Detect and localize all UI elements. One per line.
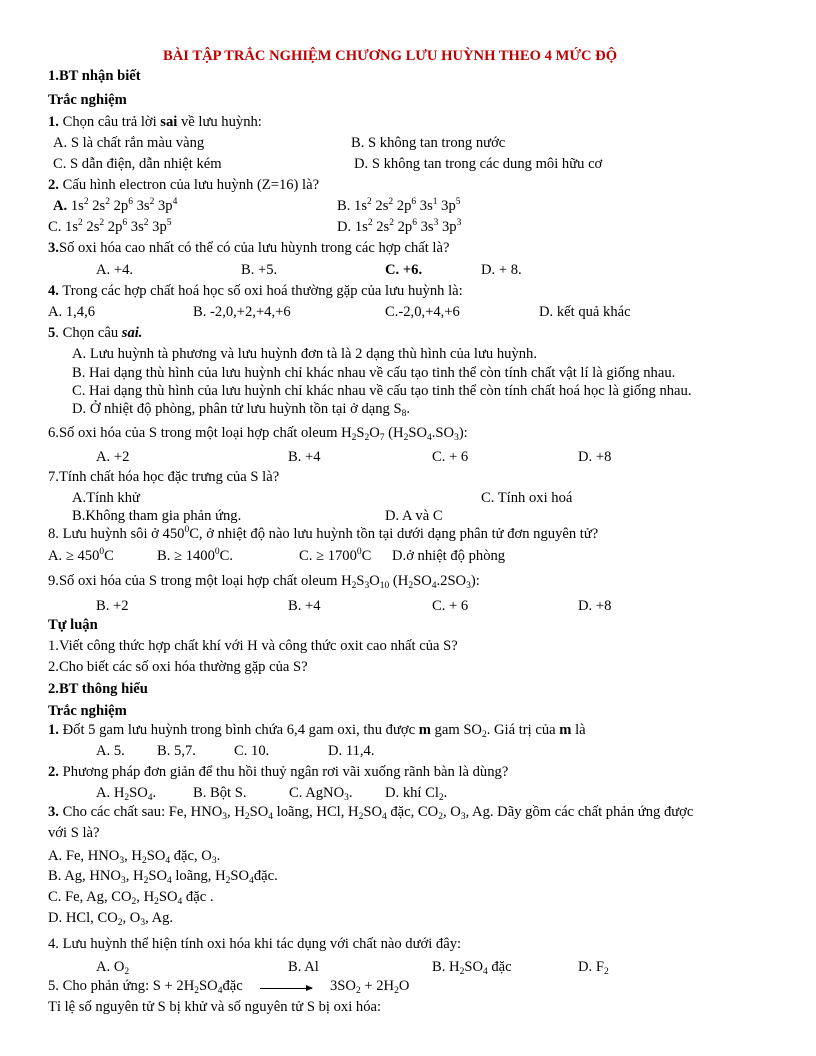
subheading-multiple-choice: Trắc nghiệm: [48, 92, 127, 108]
q9-option-c: C. + 6: [432, 598, 469, 614]
q7-option-a: A.Tính khử: [72, 490, 140, 506]
question-4: 4. Trong các hợp chất hoá học số oxi hoá thường gặp của lưu huỳnh là:: [48, 283, 463, 299]
q9-option-a: B. +2: [96, 598, 129, 614]
comprehension-question-3: 3. Cho các chất sau: Fe, $HNO_3$, $H_2SO_4$ loãng, HCl, $H_2SO_4$ đặc, $CO_2$, $O_3$, Ag. Dãy gồm các chất phản ứng được: [48, 804, 694, 822]
question-3: 3.Số oxi hóa cao nhất có thể có của lưu hùynh trong các hợp chất là?: [48, 240, 450, 256]
q4-option-d: D. kết quả khác: [539, 304, 631, 320]
p1-option-a: A. 5.: [96, 743, 125, 759]
q9-option-b: B. +4: [288, 598, 321, 614]
question-8: 8. Lưu huỳnh sôi ở $450^0C$, ở nhiệt độ nào lưu huỳnh tồn tại dưới dạng phân tử đơn nguyên tử?: [48, 525, 599, 542]
p2-option-d: D. khí $Cl_2$.: [385, 785, 448, 803]
q2-option-d: D. $1s^2$ $2s^2$ $2p^6$ $3s^3$ $3p^3$: [337, 218, 462, 235]
p3-option-c: C. Fe, Ag, $CO_2$, $H_2SO_4$ đặc .: [48, 889, 214, 907]
p3-option-a: A. Fe, $HNO_3$, $H_2SO_4$ đặc, $O_3$.: [48, 848, 221, 866]
reaction-arrow-icon: [260, 988, 312, 989]
p3-option-b: B. Ag, $HNO_3$, $H_2SO_4$ loãng, $H_2SO_4đặc$.: [48, 868, 278, 886]
q9-option-d: D. +8: [578, 598, 612, 614]
q3-option-d: D. + 8.: [481, 262, 522, 278]
q8-option-a: A. ≥ $450^0C$: [48, 547, 114, 564]
reaction-products: $3SO_2 + 2H_2O$: [330, 978, 410, 996]
q3-option-c: C. +6.: [385, 262, 423, 278]
p2-option-c: C. AgNO$_3$.: [289, 785, 353, 803]
essay-question-1: 1.Viết công thức hợp chất khí với H và công thức oxit cao nhất của S?: [48, 638, 458, 654]
q1-option-b: B. S không tan trong nước: [351, 135, 506, 151]
q8-option-b: B. ≥ $1400^0C$.: [157, 547, 234, 564]
p3-option-d: D. HCl, $CO_2$, $O_3$, Ag.: [48, 910, 174, 928]
q3-option-b: B. +5.: [241, 262, 278, 278]
question-2: 2. Cấu hình electron của lưu huỳnh (Z=16) là?: [48, 177, 320, 193]
q2-option-b: B. $1s^2$ $2s^2$ $2p^6$ $3s^1$ $3p^5$: [337, 197, 461, 214]
q2-option-a: A. $1s^2$ $2s^2$ $2p^6$ $3s^2$ $3p^4$: [53, 197, 178, 214]
q1-option-c: C. S dẫn điện, dẫn nhiệt kém: [53, 156, 222, 172]
q7-option-b: B.Không tham gia phản ứng.: [72, 508, 242, 524]
q7-option-d: D. A và C: [385, 508, 443, 524]
comprehension-question-5: 5. Cho phản ứng: $S + 2H_2SO_4đặc$: [48, 978, 243, 996]
p4-option-c: B. $H_2SO_4$ đặc: [432, 959, 512, 977]
q2-option-c: C. $1s^2$ $2s^2$ $2p^6$ $3s^2$ $3p^5$: [48, 218, 172, 235]
page-title: BÀI TẬP TRẮC NGHIỆM CHƯƠNG LƯU HUỲNH THEO 4 MỨC ĐỘ: [163, 48, 618, 64]
p4-option-a: A. $O_2$: [96, 959, 130, 977]
q7-option-c: C. Tính oxi hoá: [481, 490, 573, 506]
q3-option-a: A. +4.: [96, 262, 134, 278]
q6-option-b: B. +4: [288, 449, 321, 465]
q8-option-d: D.ở nhiệt độ phòng: [392, 548, 506, 564]
q1-option-a: A. S là chất rắn màu vàng: [53, 135, 205, 151]
q6-option-c: C. + 6: [432, 449, 469, 465]
q8-option-c: C. ≥ $1700^0C$: [299, 547, 372, 564]
question-7: 7.Tính chất hóa học đặc trưng của S là?: [48, 469, 280, 485]
p3-line-2: với S là?: [48, 825, 100, 841]
subheading-essay: Tự luận: [48, 617, 98, 633]
q4-option-c: C.-2,0,+4,+6: [385, 304, 460, 320]
section-heading-comprehension: 2.BT thông hiểu: [48, 681, 148, 697]
p5-line-2: Tỉ lệ số nguyên tử S bị khử và số nguyên tử S bị oxi hóa:: [48, 999, 382, 1015]
p4-option-d: D. $F_2$: [578, 959, 609, 977]
question-6: 6.Số oxi hóa của S trong một loại hợp chất oleum $H_2S_2O_7$ $(H_2SO_4.SO_3)$:: [48, 425, 468, 443]
p4-option-b: B. Al: [288, 959, 319, 975]
comprehension-question-1: 1. Đốt 5 gam lưu huỳnh trong bình chứa 6,4 gam oxi, thu được m gam $SO_2$. Giá trị của m là: [48, 722, 586, 740]
essay-question-2: 2.Cho biết các số oxi hóa thường gặp của S?: [48, 659, 308, 675]
q5-option-c: C. Hai dạng thù hình của lưu huỳnh chỉ khác nhau về cấu tạo tinh thể còn tính chất hoá học là giống nhau.: [72, 383, 692, 399]
p2-option-b: B. Bột S.: [193, 785, 247, 801]
q6-option-a: A. +2: [96, 449, 130, 465]
q4-option-b: B. -2,0,+2,+4,+6: [193, 304, 291, 320]
comprehension-question-2: 2. Phương pháp đơn giản để thu hồi thuỷ ngân rơi vãi xuống rãnh bàn là dùng?: [48, 764, 509, 780]
comprehension-question-4: 4. Lưu huỳnh thể hiện tính oxi hóa khi tác dụng với chất nào dưới đây:: [48, 936, 462, 952]
q5-option-d: D. Ở nhiệt độ phòng, phân tử lưu huỳnh tồn tại ở dạng $S_8$.: [72, 401, 410, 419]
q5-option-a: A. Lưu huỳnh tà phương và lưu huỳnh đơn tà là 2 dạng thù hình của lưu huỳnh.: [72, 346, 537, 362]
q6-option-d: D. +8: [578, 449, 612, 465]
p1-option-c: C. 10.: [234, 743, 270, 759]
section-heading-recognition: 1.BT nhận biết: [48, 68, 141, 84]
question-1: 1. Chọn câu trả lời sai về lưu huỳnh:: [48, 114, 262, 130]
subheading-multiple-choice-2: Trắc nghiệm: [48, 703, 127, 719]
p1-option-d: D. 11,4.: [328, 743, 375, 759]
q5-option-b: B. Hai dạng thù hình của lưu huỳnh chỉ khác nhau về cấu tạo tinh thể còn tính chất vật lí là giống nhau.: [72, 365, 676, 381]
question-5: 5. Chọn câu sai.: [48, 325, 143, 341]
question-9: 9.Số oxi hóa của S trong một loại hợp chất oleum $H_2S_3O_{10}$ $(H_2SO_4.2SO_3)$:: [48, 573, 480, 591]
p2-option-a: A. $H_2SO_4$.: [96, 785, 157, 803]
q4-option-a: A. 1,4,6: [48, 304, 96, 320]
q1-option-d: D. S không tan trong các dung môi hữu cơ: [354, 156, 603, 172]
p1-option-b: B. 5,7.: [157, 743, 196, 759]
